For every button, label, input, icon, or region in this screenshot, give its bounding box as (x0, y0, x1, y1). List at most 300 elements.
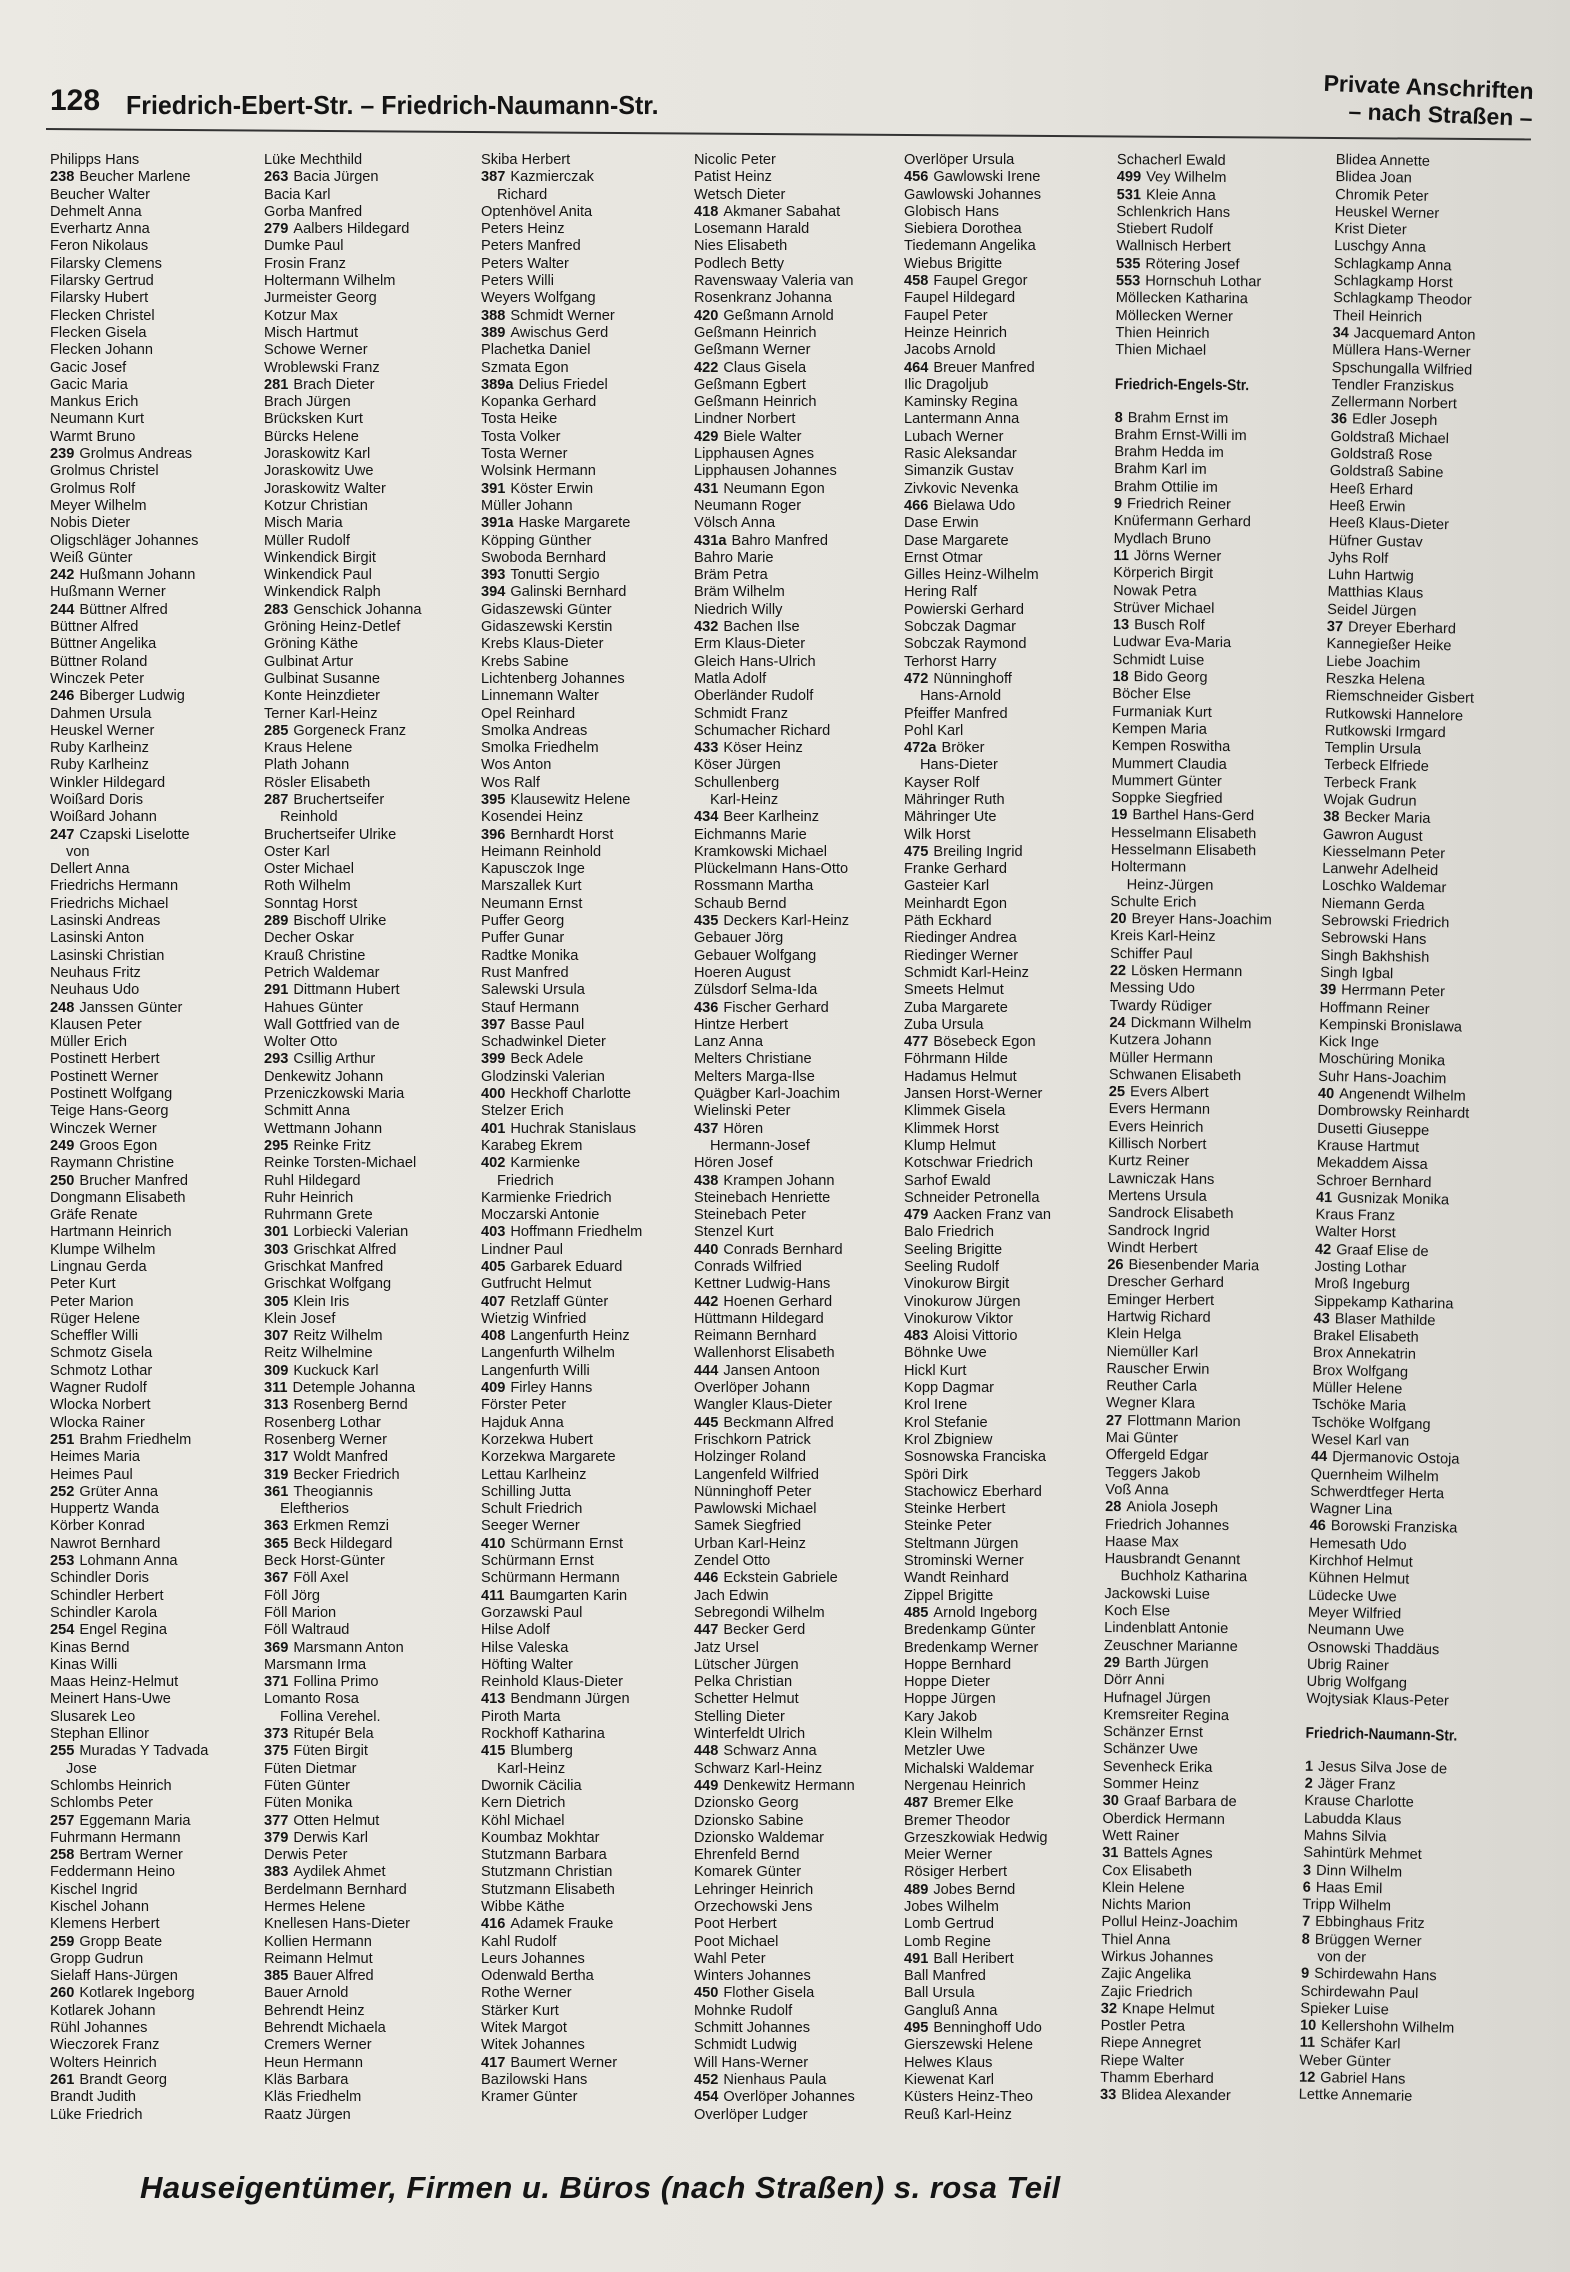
listing-entry: Lanz Anna (694, 1034, 763, 1051)
listing-entry: Winczek Werner (50, 1120, 157, 1137)
listing-entry: Stachowicz Eberhard (904, 1483, 1042, 1500)
listing-entry: Nünninghoff Peter (694, 1483, 812, 1500)
listing-entry: Josting Lothar (1314, 1258, 1407, 1277)
listing-entry: Kiewenat Karl (904, 2071, 995, 2088)
listing-entry: Nobis Dieter (50, 515, 131, 532)
listing-entry: Mohnke Rudolf (694, 2002, 793, 2019)
house-number: 291 (264, 982, 289, 999)
house-number: 449 (694, 1777, 719, 1794)
listing-entry: Knüfermann Gerhard (1113, 513, 1251, 531)
listing-entry: Beucher Walter (50, 186, 151, 203)
house-number: 42 (1314, 1241, 1332, 1258)
listing-entry: 239 Grolmus Andreas (50, 446, 193, 463)
house-number: 489 (904, 1881, 929, 1898)
listing-entry: Holtermann Wilhelm (264, 273, 396, 290)
listing-entry: Derwis Peter (264, 1847, 348, 1864)
listing-entry: Gidaszewski Kerstin (481, 619, 613, 636)
listing-entry: 445 Beckmann Alfred (694, 1414, 834, 1431)
listing-entry: 472a Bröker (904, 740, 985, 757)
listing-entry: 487 Bremer Elke (904, 1795, 1014, 1812)
listing-entry: 291 Dittmann Hubert (264, 982, 400, 999)
house-number: 238 (50, 169, 75, 186)
listing-entry: Krause Charlotte (1304, 1793, 1414, 1812)
house-number: 450 (694, 1985, 719, 2002)
house-number: 434 (694, 809, 719, 826)
listing-entry: Wilk Horst (904, 826, 971, 843)
listing-entry: Schmidt Luise (1112, 651, 1205, 669)
listing-entry: Skiba Herbert (481, 152, 571, 168)
listing-entry: 285 Gorgeneck Franz (264, 722, 407, 739)
listing-entry: Lingnau Gerda (50, 1259, 147, 1275)
listing-entry: Schmitt Johannes (694, 2020, 811, 2037)
house-number: 11 (1113, 547, 1129, 565)
house-number: 363 (264, 1518, 289, 1535)
listing-entry: Goldstraß Michael (1330, 428, 1450, 447)
listing-entry: Kotzur Christian (264, 497, 368, 514)
listing-entry: Teggers Jakob (1105, 1464, 1201, 1482)
listing-entry: Terhorst Harry (904, 653, 997, 670)
listing-entry: Schumacher Richard (694, 722, 831, 739)
listing-entry: Dörr Anni (1103, 1672, 1165, 1689)
listing-entry: Rösiger Herbert (904, 1864, 1008, 1881)
listing-entry: Follina Verehel. (280, 1708, 381, 1725)
listing-entry: Siebiera Dorothea (904, 221, 1022, 238)
listing-entry: Singh Igbal (1320, 964, 1394, 983)
house-number: 239 (50, 446, 75, 463)
listing-entry: 11 Schäfer Karl (1299, 2035, 1401, 2054)
listing-entry: Terbeck Frank (1323, 774, 1417, 793)
listing-entry: Faupel Hildegard (904, 290, 1016, 307)
listing-entry: Föll Waltraud (264, 1622, 350, 1639)
house-number: 472a (904, 740, 937, 757)
listing-entry: 253 Lohmann Anna (50, 1553, 178, 1570)
listing-entry: Brox Annekatrin (1312, 1345, 1417, 1364)
listing-entry: Schmotz Lothar (50, 1362, 153, 1379)
listing-entry: Müller Hermann (1109, 1049, 1213, 1067)
listing-entry: 449 Denkewitz Hermann (694, 1777, 855, 1794)
listing-entry: Hoppe Bernhard (904, 1656, 1012, 1673)
house-number: 365 (264, 1535, 289, 1552)
house-number: 18 (1112, 668, 1129, 686)
listing-entry: Winkler Hildegard (50, 774, 166, 791)
listing-entry: 261 Brandt Georg (50, 2071, 167, 2088)
listing-entry: Lasinski Andreas (50, 913, 161, 930)
listing-entry: Päth Eckhard (904, 913, 992, 930)
listing-entry: Jose (66, 1760, 97, 1777)
listing-entry: 251 Brahm Friedhelm (50, 1431, 192, 1448)
listing-entry: 553 Hornschuh Lothar (1115, 273, 1262, 291)
listing-entry: Goldstraß Sabine (1329, 463, 1444, 482)
listing-entry: Hüttmann Hildegard (694, 1310, 824, 1327)
listing-entry: Schindler Doris (50, 1570, 149, 1587)
listing-entry: Will Hans-Werner (694, 2054, 809, 2071)
listing-entry: Sarhof Ewald (904, 1172, 991, 1189)
listing-entry: Gawlowski Johannes (904, 186, 1042, 203)
listing-entry: Quernheim Wilhelm (1310, 1466, 1439, 1485)
listing-entry: Wlocka Rainer (50, 1414, 145, 1431)
listing-entry: Nies Elisabeth (694, 238, 788, 255)
house-number: 13 (1112, 617, 1130, 634)
listing-entry: Kramer Günter (481, 2089, 578, 2106)
listing-entry: 389 Awischus Gerd (481, 324, 609, 341)
listing-entry: Weber Günter (1299, 2052, 1391, 2071)
listing-entry: Lantermann Anna (904, 411, 1020, 428)
listing-entry: Grischkat Manfred (264, 1259, 384, 1275)
listing-entry: 301 Lorbiecki Valerian (264, 1224, 409, 1241)
listing-entry: Hadamus Helmut (904, 1068, 1017, 1085)
listing-entry: Gebauer Wolfgang (694, 947, 817, 964)
house-number: 9 (1300, 1965, 1310, 1983)
house-number: 36 (1330, 411, 1348, 428)
listing-entry: Quägber Karl-Joachim (694, 1086, 841, 1103)
house-number: 458 (904, 273, 929, 290)
listing-entry: Kotlarek Johann (50, 2002, 156, 2019)
listing-entry: Lomb Regine (904, 1933, 991, 1950)
listing-entry: Kläs Barbara (264, 2071, 349, 2088)
listing-entry: Reinke Torsten-Michael (264, 1155, 417, 1172)
listing-entry: 407 Retzlaff Günter (481, 1293, 609, 1310)
listing-entry: Schullenberg (694, 774, 780, 791)
listing-entry: 442 Hoenen Gerhard (694, 1293, 833, 1310)
column-7 (1299, 152, 1536, 2108)
listing-entry: 29 Barth Jürgen (1103, 1654, 1209, 1672)
listing-entry: Reinhold (280, 809, 338, 826)
listing-entry: Gilles Heinz-Wilhelm (904, 567, 1039, 584)
listing-entry: Lindner Norbert (694, 411, 796, 428)
listing-entry: 37 Dreyer Eberhard (1326, 618, 1457, 638)
listing-entry: Killisch Norbert (1108, 1135, 1207, 1153)
listing-entry: Steinebach Peter (694, 1207, 806, 1224)
listing-entry: Ernst Otmar (904, 549, 983, 566)
listing-entry: Postinett Werner (50, 1068, 159, 1085)
listing-entry: 477 Bösebeck Egon (904, 1034, 1036, 1051)
house-number: 246 (50, 688, 75, 705)
listing-entry: Witek Margot (481, 2020, 567, 2037)
listing-entry: Dzionsko Sabine (694, 1812, 804, 1829)
listing-entry: Friedrich Johannes (1104, 1516, 1230, 1534)
listing-entry: Komarek Günter (694, 1864, 802, 1881)
house-number: 31 (1102, 1845, 1119, 1862)
listing-entry: Blidea Joan (1335, 169, 1412, 187)
listing-entry: Meinert Hans-Uwe (50, 1691, 171, 1708)
listing-entry: Winterfeldt Ulrich (694, 1726, 806, 1743)
listing-entry: Wlocka Norbert (50, 1397, 151, 1414)
listing-entry: Oligschläger Johannes (50, 532, 199, 549)
listing-entry: Neumann Kurt (50, 411, 145, 428)
house-number: 440 (694, 1241, 719, 1258)
house-number: 435 (694, 913, 719, 930)
house-number: 394 (481, 584, 506, 601)
listing-entry: Wettmann Johann (264, 1120, 383, 1137)
listing-entry: Gleich Hans-Ulrich (694, 653, 816, 670)
listing-entry: Lipphausen Agnes (694, 446, 815, 463)
listing-entry: Balo Friedrich (904, 1224, 995, 1241)
house-number: 46 (1309, 1518, 1326, 1535)
listing-entry: Goldstraß Rose (1330, 445, 1433, 464)
listing-entry: Smolka Friedhelm (481, 740, 599, 757)
listing-entry: Wandt Reinhard (904, 1570, 1009, 1587)
listing-entry: Vinokurow Viktor (904, 1310, 1013, 1327)
house-number: 26 (1107, 1257, 1124, 1274)
street-heading: Friedrich-Naumann-Str. (1305, 1724, 1458, 1745)
listing-entry: 452 Nienhaus Paula (694, 2071, 827, 2088)
house-number: 30 (1102, 1793, 1119, 1810)
listing-entry: Schulte Erich (1110, 893, 1197, 911)
listing-entry: Hintze Herbert (694, 1016, 789, 1033)
listing-entry: Schroer Bernhard (1316, 1172, 1432, 1191)
listing-entry: Meyer Wilhelm (50, 497, 147, 514)
listing-entry: 31 Battels Agnes (1102, 1845, 1213, 1863)
listing-entry: Grolmus Rolf (50, 480, 136, 497)
listing-entry: Rühl Johannes (50, 2020, 148, 2037)
listing-entry: Stauf Hermann (481, 999, 580, 1016)
listing-entry: Sebrowski Hans (1320, 930, 1427, 949)
listing-entry: 438 Krampen Johann (694, 1172, 835, 1189)
listing-entry: Moschüring Monika (1318, 1051, 1446, 1070)
listing-entry: Osnowski Thaddäus (1307, 1639, 1440, 1658)
listing-entry: 319 Becker Friedrich (264, 1466, 400, 1483)
listing-entry: 22 Lösken Hermann (1109, 963, 1243, 981)
listing-entry: 39 Herrmann Peter (1319, 982, 1446, 1001)
listing-entry: Lomb Gertrud (904, 1916, 995, 1933)
listing-entry: Geßmann Heinrich (694, 394, 817, 411)
listing-entry: 394 Galinski Bernhard (481, 584, 627, 601)
listing-entry: Frosin Franz (264, 255, 346, 272)
listing-entry: Hilse Adolf (481, 1622, 550, 1639)
listing-entry: Stelzer Erich (481, 1103, 564, 1120)
listing-entry: Wahl Peter (694, 1950, 766, 1967)
listing-entry: 289 Bischoff Ulrike (264, 913, 387, 930)
listing-entry: Wietzig Winfried (481, 1310, 587, 1327)
listing-entry: Langenfeld Wilfried (694, 1466, 819, 1483)
listing-entry: Ruby Karlheinz (50, 757, 149, 774)
listing-entry: Flecken Johann (50, 342, 154, 359)
listing-entry: Klimmek Gisela (904, 1103, 1006, 1120)
house-number: 495 (904, 2020, 929, 2037)
listing-entry: Wos Ralf (481, 774, 540, 791)
listing-entry: Witek Johannes (481, 2037, 585, 2054)
house-number: 422 (694, 359, 719, 376)
listing-entry: 436 Fischer Gerhard (694, 999, 829, 1016)
house-number: 389a (481, 376, 514, 393)
listing-entry: Heinze Heinrich (904, 324, 1008, 341)
listing-entry: Ehrenfeld Bernd (694, 1847, 800, 1864)
listing-entry: Neumann Uwe (1307, 1621, 1405, 1640)
listing-entry: Dzionsko Georg (694, 1795, 799, 1812)
listing-entry: Sebrowski Friedrich (1321, 912, 1450, 932)
house-number: 395 (481, 791, 506, 808)
listing-entry: Lüke Friedrich (50, 2106, 143, 2123)
listing-entry: 418 Akmaner Sabahat (694, 203, 841, 220)
listing-entry: Jansen Horst-Werner (904, 1086, 1043, 1103)
house-number: 485 (904, 1604, 929, 1621)
listing-entry: Lettke Annemarie (1298, 2087, 1413, 2106)
listing-entry: Brandt Judith (50, 2089, 136, 2106)
listing-entry: Ball Manfred (904, 1968, 986, 1985)
listing-entry: Dase Margarete (904, 532, 1009, 549)
listing-entry: Misch Hartmut (264, 324, 359, 341)
listing-entry: Rauscher Erwin (1106, 1360, 1210, 1378)
listing-entry: 437 Hören (694, 1120, 764, 1137)
listing-entry: 401 Huchrak Stanislaus (481, 1120, 637, 1137)
listing-entry: Helwes Klaus (904, 2054, 993, 2071)
listing-entry: Krol Irene (904, 1397, 968, 1414)
listing-entry: Meinhardt Egon (904, 895, 1008, 912)
listing-entry: Orzechowski Jens (694, 1898, 813, 1915)
listing-entry: Schürmann Hermann (481, 1570, 620, 1587)
house-number: 445 (694, 1414, 719, 1431)
listing-entry: Brahm Karl im (1114, 461, 1207, 479)
house-number: 10 (1299, 2017, 1317, 2035)
listing-entry: Krebs Sabine (481, 653, 569, 670)
house-number: 413 (481, 1691, 506, 1708)
listing-entry: 450 Flother Gisela (694, 1985, 815, 2002)
house-number: 499 (1116, 169, 1142, 186)
house-number: 27 (1105, 1412, 1123, 1429)
listing-entry: Hans-Dieter (920, 757, 998, 774)
house-number: 433 (694, 740, 719, 757)
listing-entry: Opel Reinhard (481, 705, 576, 722)
listing-entry: Hilse Valeska (481, 1639, 569, 1656)
house-number: 407 (481, 1293, 506, 1310)
listing-entry: Luhn Hartwig (1327, 567, 1415, 585)
listing-entry: 305 Klein Iris (264, 1293, 350, 1310)
column-2 (264, 152, 486, 2124)
listing-entry: Gulbinat Susanne (264, 670, 381, 687)
listing-entry: Tiedemann Angelika (904, 238, 1036, 255)
listing-entry: Schowe Werner (264, 342, 368, 359)
listing-entry: Voß Anna (1105, 1481, 1169, 1499)
listing-entry: Dellert Anna (50, 861, 130, 878)
listing-entry: 395 Klausewitz Helene (481, 791, 631, 808)
listing-entry: Wielinski Peter (694, 1103, 791, 1120)
listing-entry: Schindler Herbert (50, 1587, 164, 1604)
listing-entry: Rosenberg Lothar (264, 1414, 381, 1431)
house-number: 452 (694, 2071, 719, 2088)
house-number: 313 (264, 1397, 289, 1414)
listing-entry: 369 Marsmann Anton (264, 1639, 404, 1656)
listing-entry: 33 Blidea Alexander (1099, 2087, 1231, 2105)
listing-entry: Mummert Günter (1111, 772, 1222, 790)
listing-entry: Böcher Else (1112, 686, 1192, 703)
listing-entry: Powierski Gerhard (904, 601, 1025, 618)
listing-entry: 18 Bido Georg (1112, 668, 1208, 686)
listing-entry: Woißard Johann (50, 809, 157, 826)
listing-entry: Gröning Heinz-Detlef (264, 619, 401, 636)
listing-entry: Reszka Helena (1325, 670, 1425, 689)
listing-entry: Steinebach Henriette (694, 1189, 831, 1206)
listing-entry: Gulbinat Artur (264, 653, 354, 670)
listing-entry: Stephan Ellinor (50, 1726, 149, 1743)
listing-entry: Bredenkamp Werner (904, 1639, 1039, 1656)
listing-entry: Heimes Maria (50, 1449, 141, 1466)
house-number: 402 (481, 1155, 506, 1172)
listing-entry: Melters Marga-Ilse (694, 1068, 815, 1085)
house-number: 444 (694, 1362, 719, 1379)
listing-entry: Karabeg Ekrem (481, 1137, 583, 1154)
house-number: 475 (904, 843, 929, 860)
listing-entry: Thiel Anna (1101, 1931, 1171, 1949)
listing-entry: Buchholz Katharina (1120, 1568, 1248, 1586)
listing-entry: Kotzur Max (264, 307, 338, 324)
listing-entry: Zivkovic Nevenka (904, 480, 1019, 497)
house-number: 28 (1105, 1499, 1122, 1516)
listing-entry: 20 Breyer Hans-Joachim (1110, 911, 1272, 929)
listing-entry: Brahm Ernst-Willi im (1114, 426, 1247, 445)
listing-entry: Neuhaus Fritz (50, 964, 141, 981)
house-number: 388 (481, 307, 506, 324)
listing-entry: Pelka Christian (694, 1674, 793, 1691)
listing-entry: Peters Walter (481, 255, 569, 272)
listing-entry: 40 Angenendt Wilhelm (1317, 1085, 1466, 1105)
listing-entry: Flecken Christel (50, 307, 155, 324)
listing-entry: Puffer Gunar (481, 930, 565, 947)
listing-entry: Stutzmann Christian (481, 1864, 613, 1881)
listing-entry: Dehmelt Anna (50, 203, 142, 220)
listing-entry: Hartmann Heinrich (50, 1224, 172, 1241)
house-number: 391 (481, 480, 506, 497)
listing-entry: 379 Derwis Karl (264, 1829, 368, 1846)
listing-entry: Liebe Joachim (1326, 653, 1421, 672)
listing-entry: Zendel Otto (694, 1553, 771, 1570)
listing-entry: Neumann Roger (694, 497, 802, 514)
listing-entry: Peters Willi (481, 273, 554, 290)
listing-entry: Glodzinski Valerian (481, 1068, 605, 1085)
listing-entry: Cremers Werner (264, 2037, 372, 2054)
listing-entry: Lindenblatt Antonie (1104, 1620, 1229, 1638)
listing-entry: Mummert Claudia (1111, 755, 1227, 773)
listing-entry: Mähringer Ruth (904, 791, 1005, 808)
listing-entry: 416 Adamek Frauke (481, 1916, 614, 1933)
listing-entry: 13 Busch Rolf (1112, 617, 1205, 634)
listing-entry: Bürcks Helene (264, 428, 359, 445)
listing-entry: Woißard Doris (50, 791, 143, 808)
listing-entry: Kick Inge (1318, 1033, 1380, 1052)
listing-entry: Bauer Arnold (264, 1985, 349, 2002)
listing-entry: Leurs Johannes (481, 1950, 585, 1967)
listing-entry: 446 Eckstein Gabriele (694, 1570, 838, 1587)
house-number: 415 (481, 1743, 506, 1760)
listing-entry: Wangler Klaus-Dieter (694, 1397, 833, 1414)
house-number: 20 (1110, 911, 1127, 928)
house-number: 396 (481, 826, 506, 843)
listing-entry: 27 Flottmann Marion (1105, 1412, 1241, 1430)
house-number: 393 (481, 567, 506, 584)
listing-entry: Messing Udo (1109, 980, 1195, 998)
listing-entry: Wibbe Käthe (481, 1898, 565, 1915)
house-number: 303 (264, 1241, 289, 1258)
listing-entry: Krist Dieter (1334, 221, 1407, 239)
listing-entry: Rutkowski Irmgard (1324, 722, 1446, 742)
listing-entry: Sobczak Dagmar (904, 619, 1016, 636)
listing-entry: Klumpe Wilhelm (50, 1241, 156, 1258)
listing-entry: Geßmann Werner (694, 342, 811, 359)
listing-entry: Zülsdorf Selma-Ida (694, 982, 818, 999)
listing-entry: Peter Marion (50, 1293, 134, 1310)
section-label-line1: Private Anschriften (1323, 69, 1534, 104)
listing-entry: 472 Nünninghoff (904, 670, 1012, 687)
house-number: 43 (1313, 1310, 1330, 1327)
listing-entry: Klimmek Horst (904, 1120, 999, 1137)
listing-entry: 24 Dickmann Wilhelm (1109, 1014, 1252, 1033)
listing-entry: Sippekamp Katharina (1313, 1293, 1454, 1313)
listing-entry: Tosta Werner (481, 446, 568, 463)
listing-entry: 385 Bauer Alfred (264, 1968, 374, 1985)
listing-entry: Overlöper Ursula (904, 152, 1015, 168)
listing-entry: 255 Muradas Y Tadvada (50, 1743, 209, 1760)
listing-entry: Chromik Peter (1335, 186, 1429, 205)
listing-entry: Müller Rudolf (264, 532, 350, 549)
